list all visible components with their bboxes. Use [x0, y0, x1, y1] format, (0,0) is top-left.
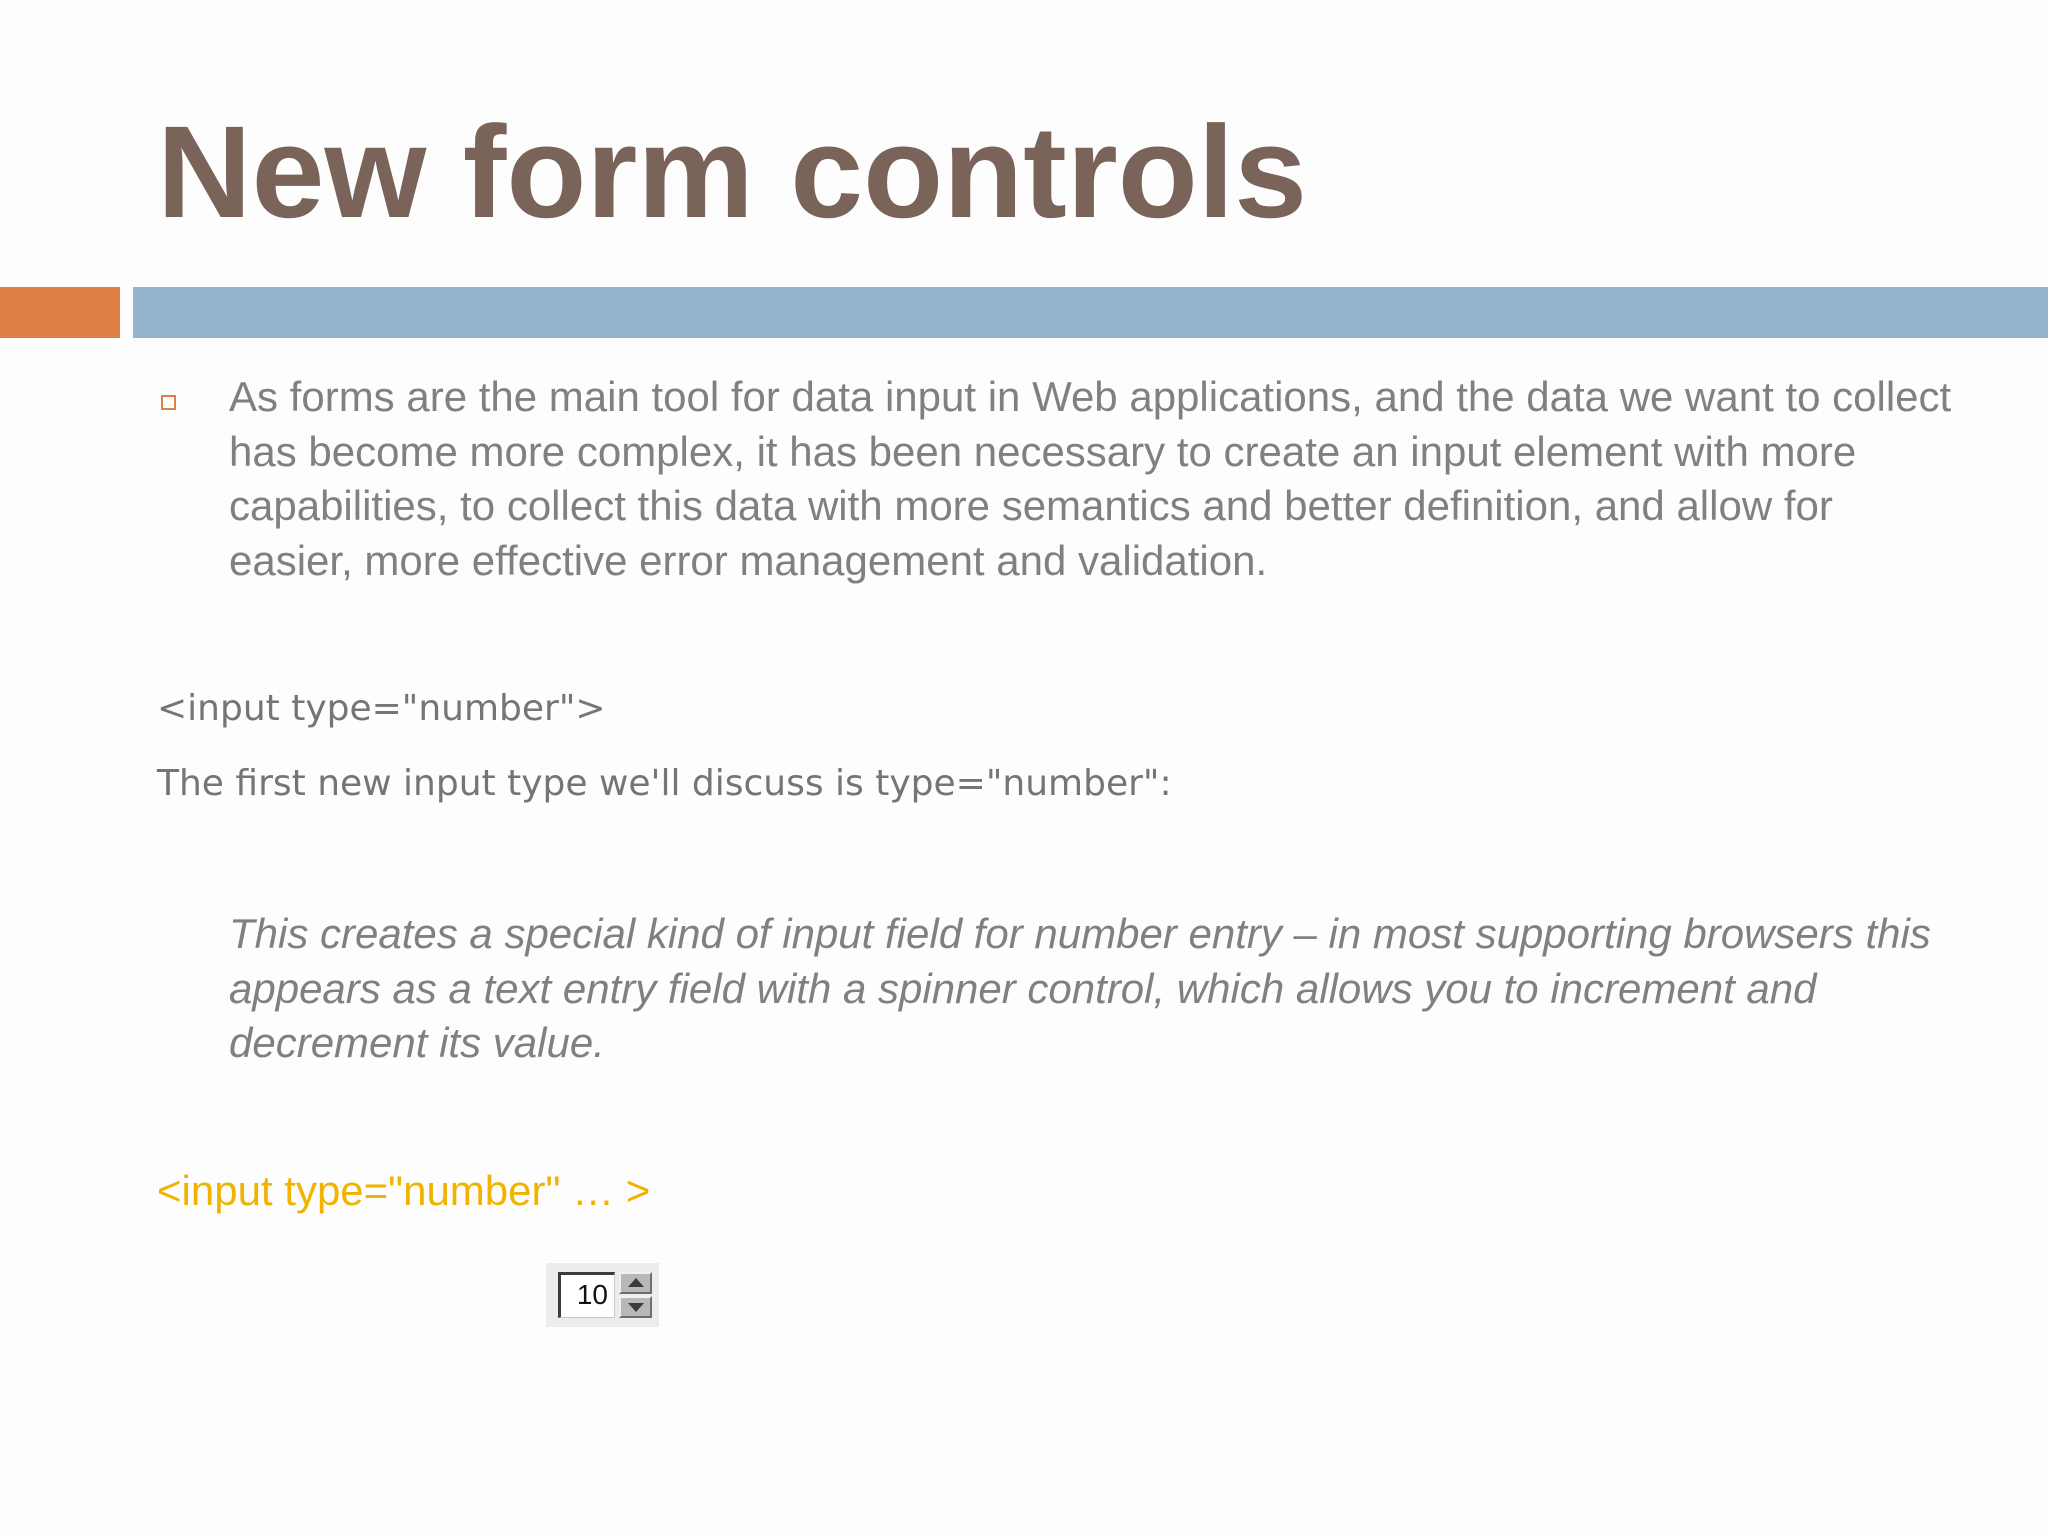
spinner-buttons — [619, 1272, 652, 1318]
slide-title: New form controls — [157, 98, 1308, 245]
spinner-decrement-button[interactable] — [619, 1296, 652, 1318]
code-heading: <input type="number"> — [157, 688, 606, 729]
accent-bar-blue — [133, 287, 2048, 338]
triangle-down-icon — [628, 1303, 644, 1312]
accent-bar-orange — [0, 287, 120, 338]
italic-description: This creates a special kind of input field for number entry – in most supporting browsers this appears as a text entry field with a spinner control, which allows you to increment and decrement its value. — [229, 910, 1931, 1066]
triangle-up-icon — [628, 1278, 644, 1287]
spinner-increment-button[interactable] — [619, 1272, 652, 1294]
bullet-paragraph: As forms are the main tool for data input in Web applications, and the data we want to collect has become more complex, it has been necessary to create an input element with more capabilities, to collect this data with more semantics and better definition, and allow for easier, more effective error management and validation. — [229, 373, 1952, 584]
intro-line: The first new input type we'll discuss is type="number": — [157, 763, 1172, 804]
number-spinner-input[interactable]: 10 — [558, 1272, 615, 1318]
code-example: <input type="number" … > — [157, 1167, 651, 1214]
hollow-square-bullet-icon — [161, 395, 176, 410]
